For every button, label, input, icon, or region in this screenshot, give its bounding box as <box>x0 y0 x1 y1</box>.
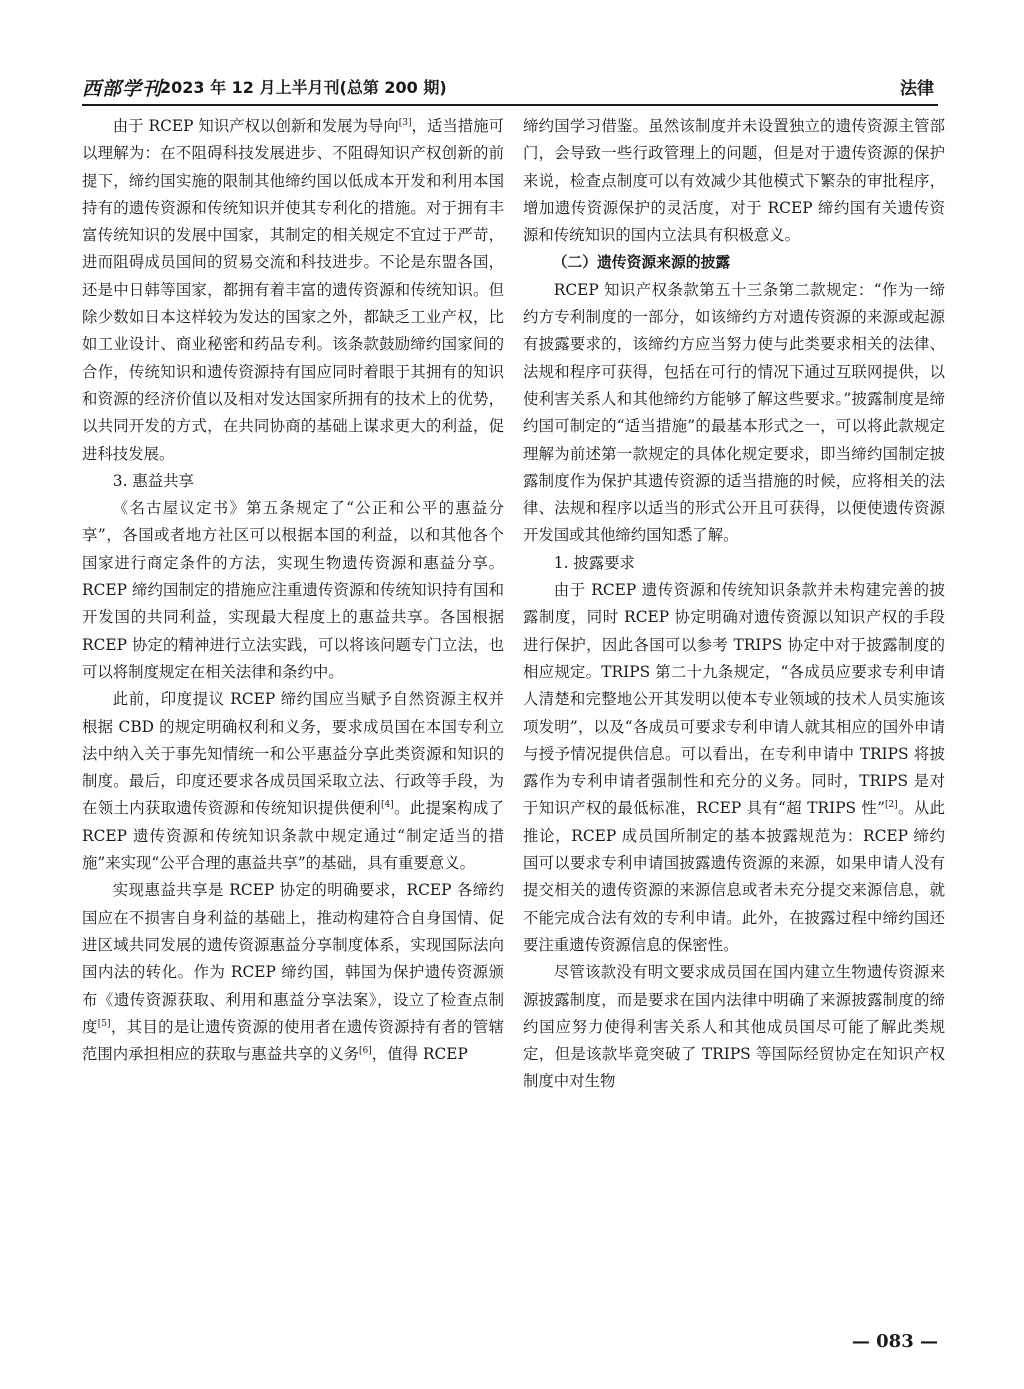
section-label: 法律 <box>900 79 934 99</box>
paragraph: 实现惠益共享是 RCEP 协定的明确要求，RCEP 各缔约国应在不损害自身利益的基础上，推动构建符合自身国情、促进区域共同发展的遗传资源惠益分享制度体系，实现国际法向国内法的转化。作为 RCEP 缔约国，韩国为保护遗传资源颁布《遗传资源获取、利用和惠益分享法案》，设立了检查点制度[5]，其目的是让遗传资源的使用者在遗传资源持有者的管辖范围内承担相应的获取与惠益共享的义务[6]，值得 RCEP <box>82 881 504 1064</box>
page-header <box>82 66 938 106</box>
section-heading: （二）遗传资源来源的披露 <box>552 254 731 272</box>
subheading: 1. 披露要求 <box>553 553 635 572</box>
subheading: 3. 惠益共享 <box>112 471 194 490</box>
paragraph-continued: 缔约国学习借鉴。虽然该制度并未设置独立的遗传资源主管部门，会导致一些行政管理上的问题，但是对于遗传资源的保护来说，检查点制度可以有效减少其他模式下繁杂的审批程序，增加遗传资源保护的灵活度，对于 RCEP 缔约国有关遗传资源和传统知识的国内立法具有积极意义。 <box>523 117 945 245</box>
paragraph: 《名古屋议定书》第五条规定了“公正和公平的惠益分享”，各国或者地方社区可以根据本国的利益，以和其他各个国家进行商定条件的方法，实现生物遗传资源和惠益分享。RCEP 缔约国制定的措施应注重遗传资源和传统知识持有国和开发国的共同利益，实现最大程度上的惠益共享。各国根据 RCEP 协定的精神进行立法实践，可以将该问题专门立法，也可以将制度规定在相关法律和条约中。 <box>82 499 504 681</box>
page-number: — 083 — <box>851 1331 938 1352</box>
paragraph: RCEP 知识产权条款第五十三条第二款规定：“作为一缔约方专利制度的一部分，如该缔约方对遗传资源的来源或起源有披露要求的，该缔约方应当努力使与此类要求相关的法律、法规和程序可获得，包括在可行的情况下通过互联网提供，以使利害关系人和其他缔约方能够了解这些要求。”披露制度是缔约国可制定的“适当措施”的最基本形式之一，可以将此款规定理解为前述第一款规定的具体化规定要求，即当缔约国制定披露制度作为保护其遗传资源的适当措施的时候，应将相关的法律、法规和程序以适当的形式公开且可获得，以便使遗传资源开发国或其他缔约国知悉了解。 <box>523 280 945 545</box>
left-column <box>82 113 504 1068</box>
paragraph: 由于 RCEP 遗传资源和传统知识条款并未构建完善的披露制度，同时 RCEP 协定明确对遗传资源以知识产权的手段进行保护，因此各国可以参考 TRIPS 协定中对于披露制度的相应规定。TRIPS 第二十九条规定，“各成员应要求专利申请人清楚和完整地公开其发明以使本专业领域的技术人员实施该项发明”，以及“各成员可要求专利申请人就其相应的国外申请与授予情况提供信息。可以看出，在专利申请中 TRIPS 将披露作为专利申请者强制性和充分的义务。同时，TRIPS 是对于知识产权的最低标准，RCEP 具有“超 TRIPS 性”[2]。从此推论，RCEP 成员国所制定的基本披露规范为：RCEP 缔约国可以要求专利申请国披露遗传资源的来源，如果申请人没有提交相关的遗传资源的来源信息或者未充分提交来源信息，就不能完成合法有效的专利申请。此外，在披露过程中缔约国还要注重遗传资源信息的保密性。 <box>523 581 945 954</box>
issue-info: 2023 年 12 月上半月刊(总第 200 期) <box>160 78 447 97</box>
paragraph: 由于 RCEP 知识产权以创新和发展为导向[3]，适当措施可以理解为：在不阻碍科技发展进步、不阻碍知识产权创新的前提下，缔约国实施的限制其他缔约国以低成本开发和利用本国持有的遗传资源和传统知识并使其专利化的措施。对于拥有丰富传统知识的发展中国家，其制定的相关规定不宜过于严苛，进而阻碍成员国间的贸易交流和科技进步。不论是东盟各国，还是中日韩等国家，都拥有着丰富的遗传资源和传统知识。但除少数如日本这样较为发达的国家之外，都缺乏工业产权，比如工业设计、商业秘密和药品专利。该条款鼓励缔约国家间的合作，传统知识和遗传资源持有国应同时着眼于其拥有的知识和资源的经济价值以及相对发达国家所拥有的技术上的优势，以共同开发的方式，在共同协商的基础上谋求更大的利益，促进科技发展。 <box>82 117 504 463</box>
paragraph: 此前，印度提议 RCEP 缔约国应当赋予自然资源主权并根据 CBD 的规定明确权利和义务，要求成员国在本国专利立法中纳入关于事先知情统一和公平惠益分享此类资源和知识的制度。最后，印度还要求各成员国采取立法、行政等手段，为在领土内获取遗传资源和传统知识提供便利[4]。此提案构成了 RCEP 遗传资源和传统知识条款中规定通过“制定适当的措施”来实现“公平合理的惠益共享”的基础，具有重要意义。 <box>82 690 504 873</box>
paragraph: 尽管该款没有明文要求成员国在国内建立生物遗传资源来源披露制度，而是要求在国内法律中明确了来源披露制度的缔约国应努力使得利害关系人和其他成员国尽可能了解此类规定，但是该款毕竟突破了 TRIPS 等国际经贸协定在知识产权制度中对生物 <box>523 963 945 1091</box>
journal-logo: 西部学刊 <box>82 78 163 100</box>
right-column <box>523 113 945 1096</box>
